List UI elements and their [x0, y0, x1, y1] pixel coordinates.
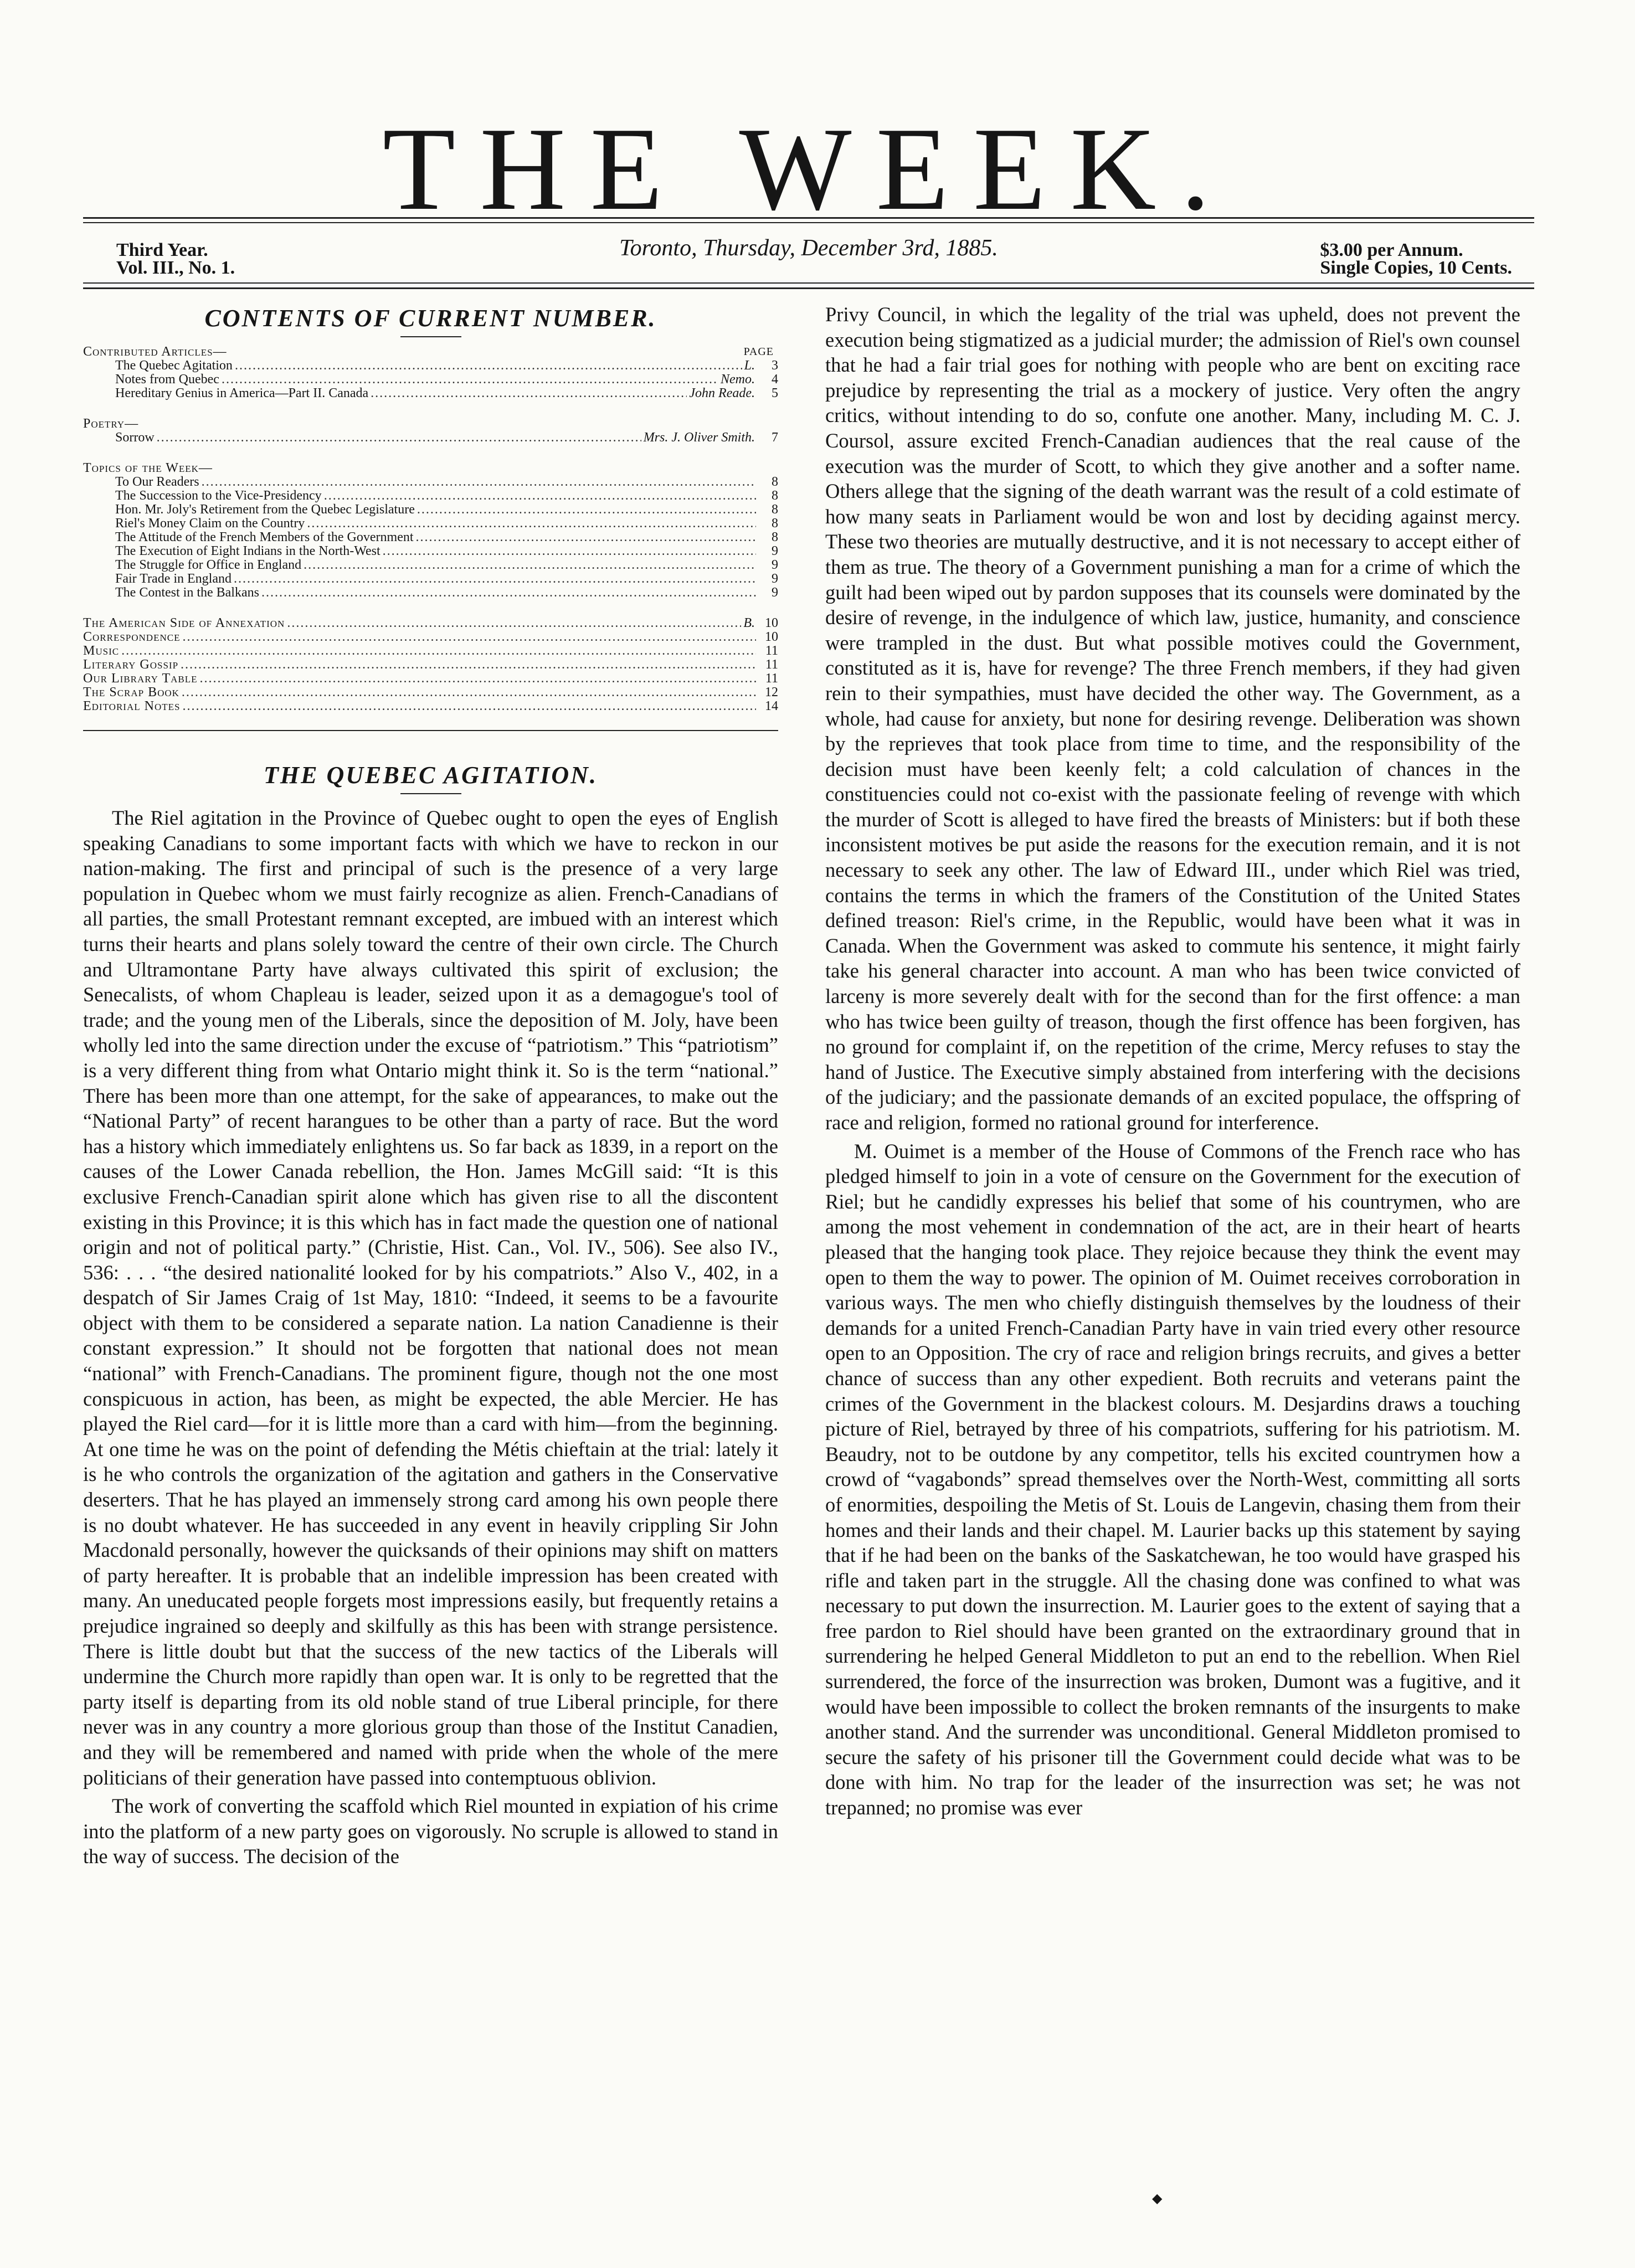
- toc-entry[interactable]: [83, 387, 778, 400]
- single-copy-price: Single Copies, 10 Cents.: [1320, 258, 1512, 278]
- toc-entry[interactable]: [83, 373, 778, 387]
- toc-entry-page: 8: [772, 502, 778, 517]
- article-paragraph: M. Ouimet is a member of the House of Commons of the French race who has pledged himself to join in a vote of censure on the Government for the execution of Riel; but he candidly expresses his belief that some of his countrymen, who are among the most vehement in condemnation of the act, are in their heart of hearts pleased that the hanging took place. They rejoice because they think the event may open to them the way to power. The opinion of M. Ouimet receives corroboration in various ways. The men who chiefly distinguish themselves by the loudness of their demands for a united French-Canadian Party have in vain tried every other resource open to an Opposition. The cry of race and religion brings recruits, and gives a better chance of success than any other expedient. Both recruits and veterans paint the crimes of the Government in the blackest colours. M. Desjardins draws a touching picture of Riel, betrayed by three of his compatriots, suffering for his patriotism. M. Beaudry, not to be outdone by any competitor, tells his excited countrymen how a crowd of “vagabonds” spread themselves over the North-West, committing all sorts of enormities, despoiling the Metis of St. Louis de Langevin, chasing them from their homes and their lands and their chapel. M. Laurier backs up this statement by saying that if he had been on the banks of the Saskatchewan, he too would have grasped his rifle and taken part in the struggle. All the chasing done was confined to what was necessary to put down the insurrection. M. Laurier goes to the extent of saying that a free pardon to Riel should have been granted on the extraordinary ground that in surrendering he helped General Middleton to put an end to the rebellion. When Riel surrendered, the force of the insurrection was broken, Dumont was a fugitive, and it would have been impossible to collect the broken remnants of the insurgents to make another stand. And the surrender was unconditional. General Middleton promised to secure the safety of his prisoner till the Government could decide what was to be done with him. No trap for the leader of the insurrection was set; he was not trepanned; no promise was ever: [825, 1139, 1520, 1819]
- toc-entry-title: The Quebec Agitation: [115, 358, 233, 373]
- masthead-title: THE WEEK.: [382, 102, 1235, 235]
- toc-entry-title: Fair Trade in England: [115, 572, 232, 586]
- toc-entry-author: L.: [744, 358, 755, 373]
- toc-page-label: PAGE: [743, 346, 774, 358]
- toc-entry-title: The Contest in the Balkans: [115, 585, 259, 600]
- article-paragraph: Privy Council, in which the legality of the trial was upheld, does not prevent the execution being stigmatized as a judicial murder; the admission of Riel's own counsel that he had a fair trial goes for nothing with people who are bent on exciting race prejudice by representing the trial as a mockery of justice. Very often the angry critics, without intending to do so, confute one another. Many, including M. C. J. Coursol, assure excited French-Canadian audiences that the real cause of the execution was the murder of Scott, to which they give another and a softer name. Others allege that the signing of the death warrant was the result of a cold estimate of how many seats in Parliament would be won and lost by deciding against mercy. These two theories are mutually destructive, and it is not necessary to accept either of them as true. The theory of a Government punishing a man for a crime of which the guilt had been wiped out by pardon supposes that its counsels were dominated by the desire of revenge, in the indulgence of which law, justice, humanity, and conscience were trampled in the dust. But what possible motives could the Government, constituted as it is, have for revenge? The three French members, if they had given rein to their sympathies, must have decided the other way. The Government, as a whole, had cause for anxiety, but none for desiring revenge. Deliberation was shown by the reprieves that took place from time to time, and the responsibility of the decision must have been keenly felt; a cold calculation of chances in the constituencies could not co-exist with the passionate feeling of revenge with which the murder of Scott is alleged to have fired the breasts of Ministers: but if both these inconsistent motives be put aside the reasons for the execution remain, and it is not necessary to seek any other. The law of Edward III., under which Riel was tried, contains the terms in which the framers of the Constitution of the United States defined treason: Riel's crime, in the Republic, would have been what it was in Canada. When the Government was asked to commute his sentence, it might fairly take his general character into account. A man who has been twice convicted of larceny is more severely dealt with for the second than for the first offence: a man who has twice been guilty of treason, though the first offence has been forgiven, has no ground for complaint if, on the repetition of the crime, Mercy refuses to stay the hand of Justice. The Executive simply abstained from interfering with the decisions of the judiciary; and the passionate demands of an excited populace, the offspring of race and religion, formed no rational ground for interference.: [825, 303, 1520, 1134]
- toc-entry[interactable]: [83, 672, 778, 686]
- toc-poetry-heading-text: Poetry—: [83, 416, 139, 431]
- toc-entry-author: John Reade.: [689, 386, 755, 400]
- toc-entry-title: The Attitude of the French Members of the Government: [115, 530, 414, 544]
- toc-entry[interactable]: [83, 700, 778, 713]
- toc-entry[interactable]: [83, 544, 778, 558]
- toc-entry-page: 8: [772, 516, 778, 531]
- toc-entry[interactable]: [83, 586, 778, 600]
- toc-entry[interactable]: [83, 630, 778, 644]
- toc-entry[interactable]: [83, 686, 778, 700]
- toc-entry-title: Sorrow: [115, 430, 155, 445]
- toc-entry-page: 8: [772, 488, 778, 503]
- article-title-rule: [400, 793, 461, 794]
- toc-entry-title: To Our Readers: [115, 475, 199, 489]
- toc-entry[interactable]: [83, 489, 778, 503]
- masthead-rule-bottom: [83, 287, 1534, 289]
- masthead-rule-bottom-inner: [83, 282, 1534, 284]
- toc-entry[interactable]: [83, 658, 778, 672]
- toc-entry-title: Music: [83, 644, 120, 658]
- issue-volume: Vol. III., No. 1.: [116, 258, 235, 278]
- toc-entry-page: 12: [765, 685, 778, 700]
- toc-entry[interactable]: [83, 359, 778, 373]
- article-paragraph: The Riel agitation in the Province of Quebec ought to open the eyes of English speaking Canadians to some important facts with which we have to reckon in our nation-making. The first and principal of such is the presence of a very large population in Quebec whom we must fairly recognize as alien. French-Canadians of all parties, the small Protestant remnant excepted, are imbued with an interest which turns their hearts and plans solely toward the centre of their own circle. The Church and Ultramontane Party have always cultivated this spirit of exclusion; the Senecalists, of whom Chapleau is leader, seized upon it as a demagogue's tool of trade; and the young men of the Liberals, since the deposition of M. Joly, have been wholly led into the same direction under the excuse of “patriotism.” This “patriotism” is a very different thing from what Ontario might think it. So is the term “national.” There has been more than one attempt, for the sake of appearances, to make out the “National Party” of recent harangues to be other than a party of race. But the word has a history which immediately enlightens us. So far back as 1839, in a report on the causes of the Lower Canada rebellion, the Hon. James McGill said: “It is this exclusive French-Canadian spirit alone which has given rise to all the discontent existing in this Province; it is this which has in fact made the question one of national origin and not of political party.” (Christie, Hist. Can., Vol. IV., 506). See also IV., 536: . . . “the desired nationalité looked for by his compatriots.” Also V., 402, in a despatch of Sir James Craig of 1st May, 1810: “Indeed, it seems to be a favourite object with them to be considered a separate nation. La nation Canadienne is their constant expression.” It should not be forgotten that national does not mean “national” with French-Canadians. The prominent figure, though not the one most conspicuous in action, has been, as might be expected, the able Mercier. He has played the Riel card—for it is little more than a card with him—from the beginning. At one time he was on the point of defending the Métis chieftain at the trial: lately it is he who controls the organization of the agitation and gathers in the Conservative deserters. That he has played an immensely strong card among his own people there is no doubt whatever. He has succeeded in any event in heavily crippling Sir John Macdonald personally, however the quicksands of their opinions may shift on matters of party hereafter. It is probable that an indelible impression has been created with many. An uneducated people forgets most impressions easily, but frequently retains a prejudice ingrained so deeply and skilfully as this has been with strange persistence. There is little doubt but that the success of the new tactics of the Liberals will undermine the Church more rapidly than open war. It is only to be regretted that the party itself is departing from its old noble stand of true Liberal principle, for there never was in any country a more glorious group than those of the Institut Canadien, and they will be remembered and named with pride when the whole of the mere politicians of their generation have passed into contemptuous oblivion.: [83, 806, 778, 1789]
- toc-entry[interactable]: [83, 616, 778, 630]
- toc-entry-title: The American Side of Annexation: [83, 616, 285, 630]
- toc-other: [83, 616, 778, 713]
- annual-price: $3.00 per Annum.: [1320, 240, 1463, 260]
- toc-entry-page: 11: [765, 671, 778, 686]
- newspaper-page: [83, 0, 1534, 2268]
- toc-entry-title: The Succession to the Vice-Presidency: [115, 488, 322, 503]
- contents-title: CONTENTS OF CURRENT NUMBER.: [204, 305, 657, 332]
- toc-entry[interactable]: [83, 503, 778, 517]
- toc-entry-page: 8: [772, 475, 778, 489]
- toc-poetry-heading: [83, 417, 778, 431]
- toc-entry-page: 10: [765, 616, 778, 630]
- toc-entry-title: The Execution of Eight Indians in the North-West: [115, 544, 381, 558]
- toc-entry-page: 9: [772, 558, 778, 572]
- toc-entry-title: The Scrap Book: [83, 685, 179, 700]
- toc-entry-page: 3: [772, 358, 778, 373]
- toc-section-heading: [83, 345, 778, 359]
- issue-year: Third Year.: [116, 240, 208, 260]
- toc-entry-author: Mrs. J. Oliver Smith.: [643, 430, 755, 445]
- toc-entry-page: 7: [772, 430, 778, 445]
- toc-entry[interactable]: [83, 558, 778, 572]
- article-paragraph: The work of converting the scaffold which Riel mounted in expiation of his crime into the platform of a new party goes on vigorously. No scruple is allowed to stand in the way of success. The decision of the: [83, 1794, 778, 1868]
- toc-entry-title: Riel's Money Claim on the Country: [115, 516, 305, 531]
- toc-entry[interactable]: [83, 431, 778, 445]
- toc-entry[interactable]: [83, 475, 778, 489]
- left-column: [83, 302, 778, 1869]
- contents-end-rule: [83, 730, 778, 731]
- page-ornament: ◆: [1152, 2192, 1163, 2206]
- table-of-contents: [83, 345, 778, 731]
- toc-entry-page: 8: [772, 530, 778, 544]
- toc-entry[interactable]: [83, 531, 778, 544]
- toc-entry[interactable]: [83, 572, 778, 586]
- toc-entry-page: 9: [772, 544, 778, 558]
- toc-entry-author: B.: [743, 616, 755, 630]
- issue-price-info: [1320, 241, 1512, 277]
- toc-entry-title: The Struggle for Office in England: [115, 558, 302, 572]
- toc-topics: [83, 461, 778, 600]
- article-title: THE QUEBEC AGITATION.: [264, 762, 598, 789]
- toc-entry-title: Editorial Notes: [83, 699, 181, 713]
- toc-entry-page: 9: [772, 572, 778, 586]
- masthead-rule-top: [83, 217, 1534, 219]
- toc-poetry: [83, 417, 778, 445]
- toc-entry-title: Hon. Mr. Joly's Retirement from the Quebec Legislature: [115, 502, 415, 517]
- toc-entry-page: 9: [772, 585, 778, 600]
- toc-entry-title: Notes from Quebec: [115, 372, 219, 387]
- toc-entry-page: 5: [772, 386, 778, 400]
- toc-entry-title: Our Library Table: [83, 671, 198, 686]
- toc-entry[interactable]: [83, 517, 778, 531]
- toc-entry-author: Nemo.: [721, 372, 755, 387]
- toc-entry[interactable]: [83, 644, 778, 658]
- toc-topics-heading: [83, 461, 778, 475]
- toc-topics-heading-text: Topics of the Week—: [83, 461, 213, 475]
- toc-entry-page: 4: [772, 372, 778, 387]
- toc-entry-title: Correspondence: [83, 630, 181, 644]
- toc-contributed-heading: Contributed Articles—: [83, 344, 227, 359]
- contents-title-rule: [400, 336, 461, 337]
- issue-dateline: Toronto, Thursday, December 3rd, 1885.: [619, 235, 998, 261]
- toc-entry-title: Literary Gossip: [83, 657, 179, 672]
- toc-entry-page: 14: [765, 699, 778, 713]
- toc-contributed: [83, 345, 778, 400]
- toc-entry-page: 11: [765, 644, 778, 658]
- right-column: [825, 302, 1520, 1820]
- toc-entry-title: Hereditary Genius in America—Part II. Canada: [115, 386, 369, 400]
- toc-entry-page: 11: [765, 657, 778, 672]
- masthead-rule-top-inner: [83, 222, 1534, 223]
- toc-entry-page: 10: [765, 630, 778, 644]
